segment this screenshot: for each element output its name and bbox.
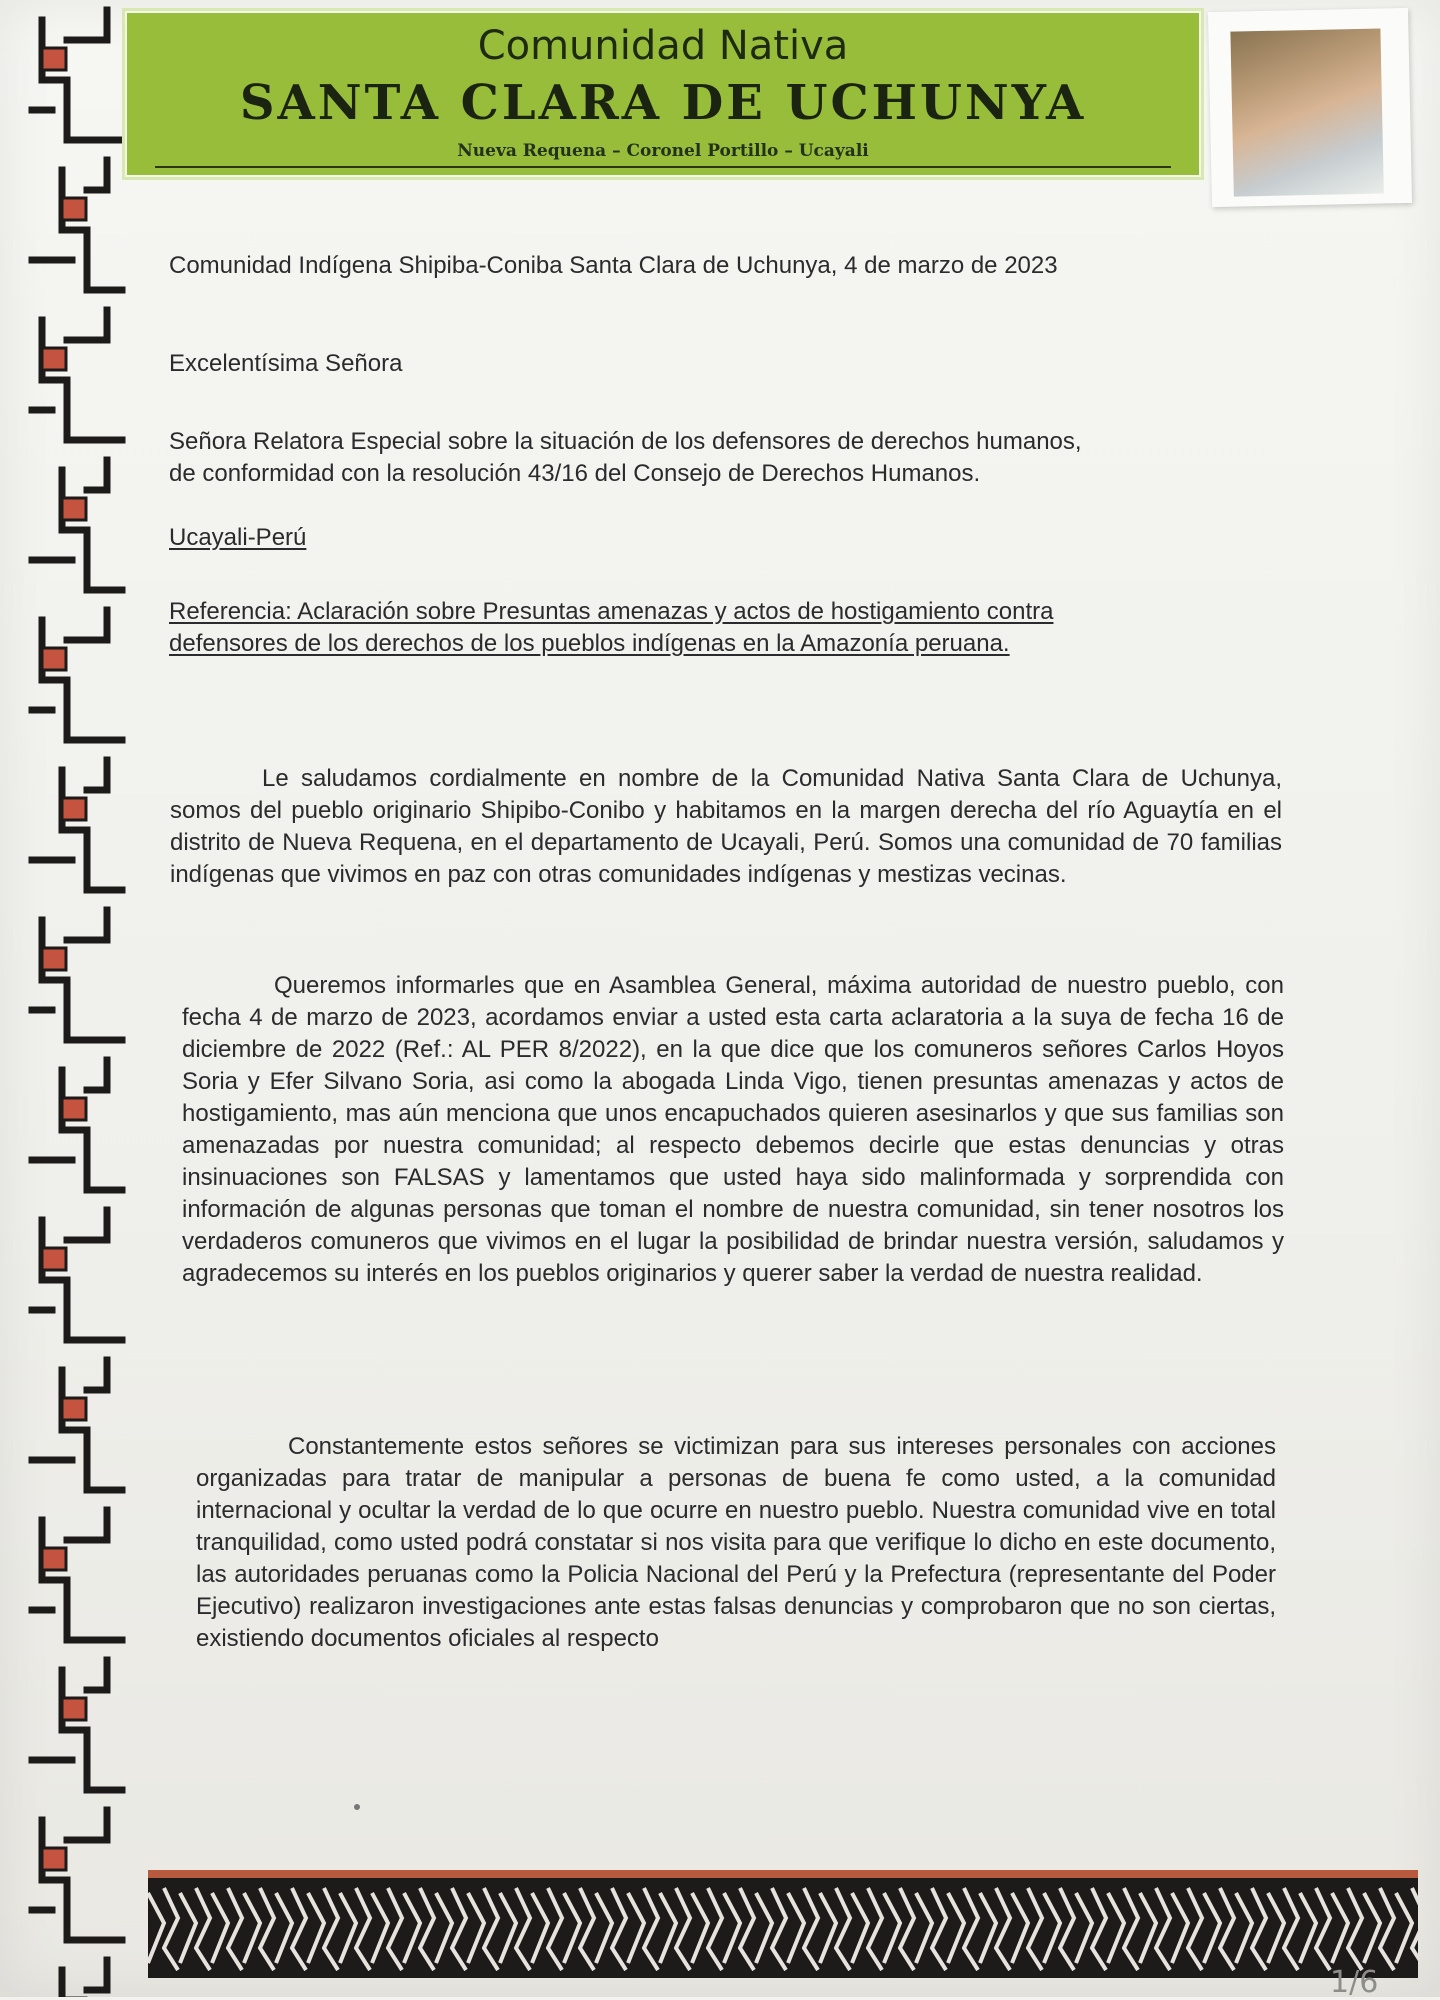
paragraph-1: Le saludamos cordialmente en nombre de la Comunidad Nativa Santa Clara de Uchunya, somos del pueblo originario Shipibo-Conibo y habitamos en la margen derecha del río Aguaytía en el distrito de Nueva Requena, en el departamento de Ucayali, Perú. Somos una comunidad de 70 familias indígenas que vivimos en paz con otras comunidades indígenas y mestizas vecinas. xyxy=(170,765,1282,888)
letterhead-line-1: Comunidad Nativa xyxy=(477,23,849,69)
paragraph-3: Constantemente estos señores se victimizan para sus intereses personales con acciones organizadas para tratar de manipular a personas de buena fe como usted, a la comunidad internacional y ocultar la verdad de lo que ocurre en nuestro pueblo. Nuestra comunidad vive en total tranquilidad, como usted podrá constatar si nos visita para que verifique lo dicho en este documento, las autoridades peruanas como la Policia Nacional del Perú y la Prefectura (representante del Poder Ejecutivo) realizaron investigaciones ante estas falsas denuncias y comprobaron que no son ciertas, existiendo documentos oficiales al respecto xyxy=(196,1433,1276,1652)
letterhead-rule xyxy=(155,166,1171,168)
page-number: 1/6 xyxy=(1330,1965,1379,2000)
border-red-block xyxy=(62,1398,86,1420)
reference-line-1: Referencia: Aclaración sobre Presuntas amenazas y actos de hostigamiento contra xyxy=(169,598,1054,625)
letterhead-location: Nueva Requena – Coronel Portillo – Ucayali xyxy=(457,141,869,161)
photo-image xyxy=(1230,29,1383,197)
border-red-block xyxy=(62,198,86,220)
location-line: Ucayali-Perú xyxy=(169,524,307,551)
border-red-block xyxy=(42,648,66,670)
left-kene-border xyxy=(12,0,152,1997)
bottom-red-stripe xyxy=(148,1870,1418,1878)
community-name: SANTA CLARA DE UCHUNYA xyxy=(239,75,1087,131)
border-red-block xyxy=(62,798,86,820)
bottom-kene-band xyxy=(148,1878,1418,1978)
place-date: Comunidad Indígena Shipiba-Coniba Santa Clara de Uchunya, 4 de marzo de 2023 xyxy=(169,252,1058,279)
paper-speck xyxy=(354,1804,360,1810)
border-red-block xyxy=(42,1248,66,1270)
border-red-block xyxy=(62,498,86,520)
border-red-block xyxy=(42,1548,66,1570)
paragraph-2: Queremos informarles que en Asamblea General, máxima autoridad de nuestro pueblo, con fecha 4 de marzo de 2023, acordamos enviar a usted esta carta aclaratoria a la suya de fecha 16 de diciembre de 2022 (Ref.: AL PER 8/2022), en la que dice que los comuneros señores Carlos Hoyos Soria y Efer Silvano Soria, asi como la abogada Linda Vigo, tienen presuntas amenazas y actos de hostigamiento, mas aún menciona que unos encapuchados quieren asesinarlos y que sus familias son amenazadas por nuestra comunidad; al respecto debemos decirle que estas denuncias y otras insinuaciones son FALSAS y lamentamos que usted haya sido malinformada y sorprendida con información de algunas personas que toman el nombre de nuestra comunidad, sin tener nosotros los verdaderos comuneros que vivimos en el lugar la posibilidad de brindar nuestra versión, saludamos y agradecemos su interés en los pueblos originarios y querer saber la verdad de nuestra realidad. xyxy=(182,972,1284,1287)
border-red-block xyxy=(62,1098,86,1120)
reference-line-2: defensores de los derechos de los pueblos indígenas en la Amazonía peruana. xyxy=(169,630,1010,657)
border-red-block xyxy=(42,348,66,370)
recipient-line-2: de conformidad con la resolución 43/16 del Consejo de Derechos Humanos. xyxy=(169,460,981,487)
border-red-block xyxy=(62,1698,86,1720)
border-red-block xyxy=(42,48,66,70)
salutation: Excelentísima Señora xyxy=(169,350,403,377)
letterhead-banner xyxy=(122,8,1204,180)
recipient-line-1: Señora Relatora Especial sobre la situación de los defensores de derechos humanos, xyxy=(169,428,1082,455)
border-red-block xyxy=(42,948,66,970)
border-red-block xyxy=(42,1848,66,1870)
letterhead-photo xyxy=(1208,8,1412,207)
